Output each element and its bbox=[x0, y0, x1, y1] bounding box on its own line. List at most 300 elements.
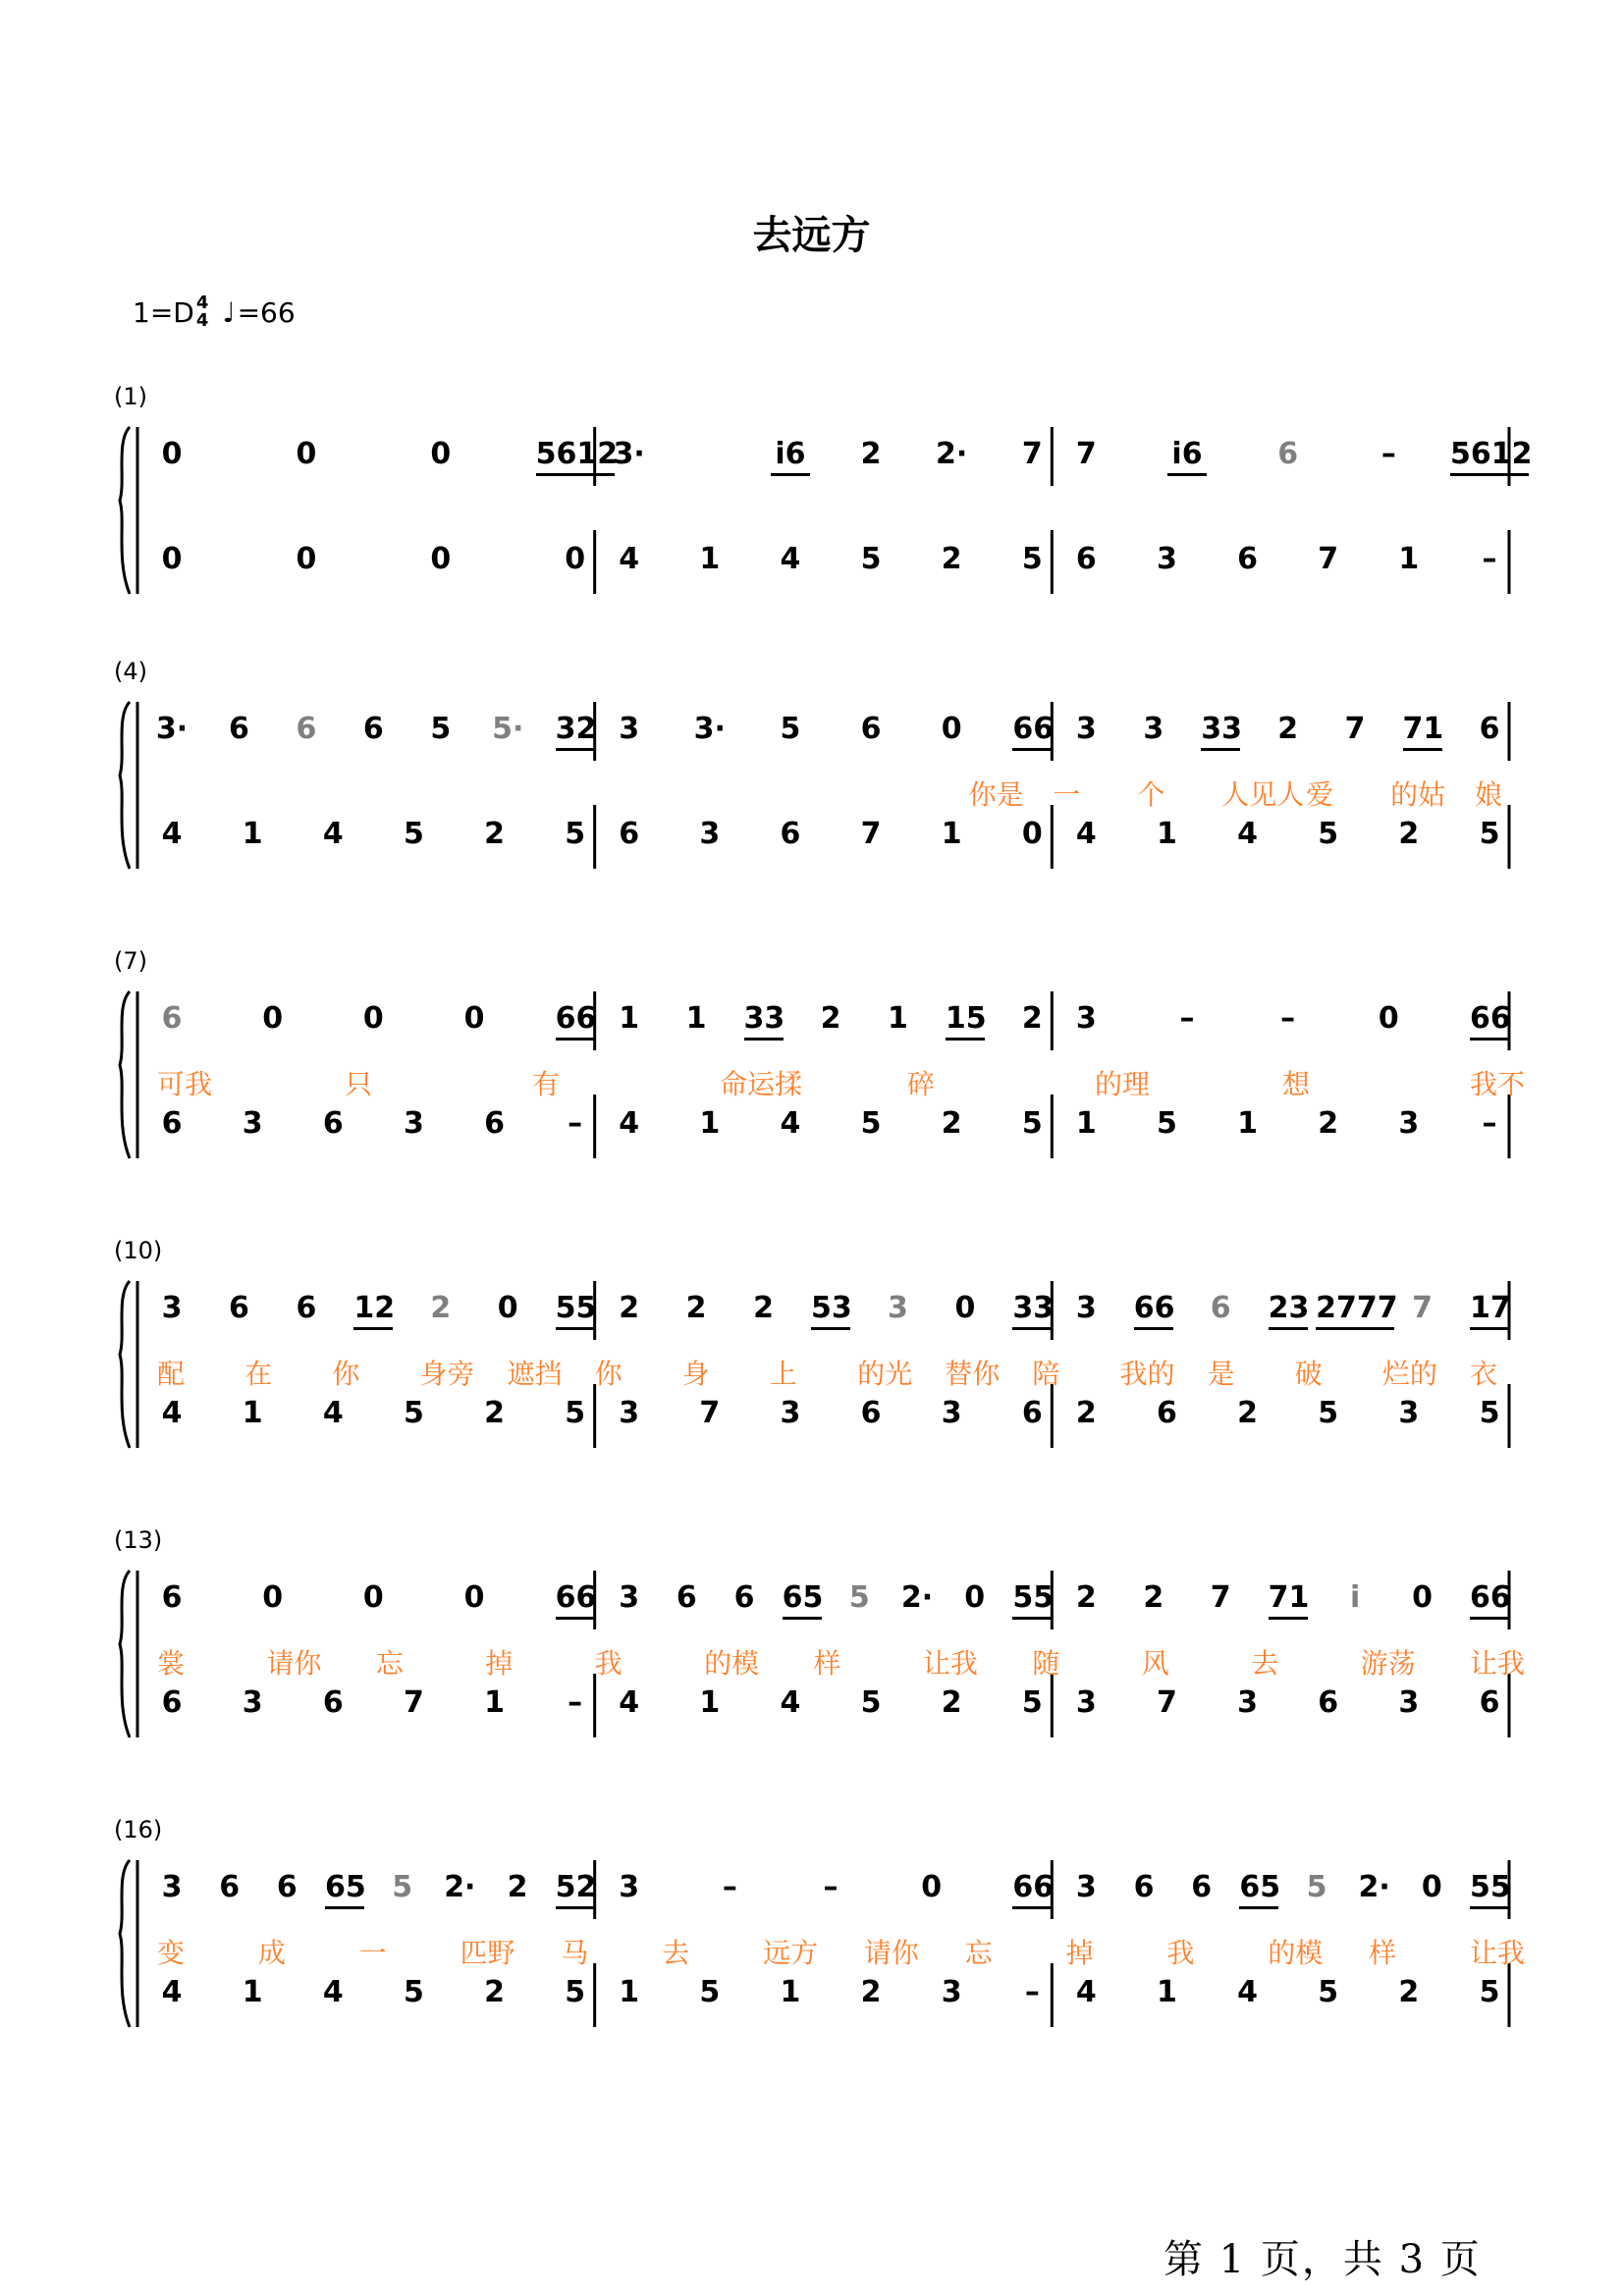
bass-note: 2 bbox=[941, 542, 962, 576]
bass-note: 1 bbox=[619, 1975, 640, 2009]
lyric-text: 忘 bbox=[375, 1647, 404, 1680]
beam-underline bbox=[1470, 1327, 1509, 1330]
bass-note: 1 bbox=[1398, 542, 1420, 576]
treble-note: 53 bbox=[811, 1291, 852, 1325]
treble-note: 3 bbox=[619, 1870, 640, 1904]
lyric-text: 去 bbox=[662, 1937, 690, 1969]
lyric-text: 的光 bbox=[857, 1358, 913, 1390]
treble-note: i6 bbox=[1171, 437, 1203, 471]
lyric-text: 请你 bbox=[266, 1647, 322, 1680]
bass-note: 5 bbox=[403, 1975, 424, 2009]
lyric-text: 个 bbox=[1137, 778, 1165, 811]
beam-underline bbox=[1012, 748, 1052, 751]
lyric-text: 有 bbox=[532, 1068, 561, 1100]
lyric-text: 的模 bbox=[1268, 1937, 1324, 1969]
bass-note: 4 bbox=[322, 817, 344, 851]
bass-note: 7 bbox=[1318, 542, 1339, 576]
treble-note: 2 bbox=[619, 1291, 640, 1325]
treble-note: 0 bbox=[463, 1580, 485, 1615]
bass-note: 6 bbox=[161, 1106, 183, 1141]
treble-note: 71 bbox=[1402, 712, 1444, 746]
bass-note: 6 bbox=[1021, 1396, 1043, 1430]
treble-note: 66 bbox=[1012, 1870, 1055, 1904]
bass-note: 5 bbox=[860, 1106, 882, 1141]
score-line bbox=[0, 1816, 1623, 2042]
treble-note: 0 bbox=[463, 1001, 485, 1036]
lyric-text: 我 bbox=[1166, 1937, 1195, 1969]
beam-underline bbox=[1316, 1327, 1394, 1330]
bass-note: – bbox=[1482, 1106, 1497, 1141]
bass-note: 5 bbox=[860, 542, 882, 576]
lyric-text: 想 bbox=[1282, 1068, 1311, 1100]
lyric-text: 身 bbox=[681, 1358, 710, 1390]
score-line bbox=[0, 1526, 1623, 1752]
bass-note: 1 bbox=[941, 817, 962, 851]
bass-note: 7 bbox=[403, 1685, 424, 1720]
bass-note: 1 bbox=[242, 1396, 263, 1430]
lyric-text: 爱 bbox=[1306, 778, 1334, 811]
bass-note: 1 bbox=[242, 817, 263, 851]
treble-note: – bbox=[1380, 437, 1396, 471]
treble-note: 55 bbox=[1012, 1580, 1055, 1615]
staff-system bbox=[0, 383, 1623, 609]
lyric-text: 我 bbox=[594, 1647, 622, 1680]
lyric-text: 的姑 bbox=[1390, 778, 1446, 811]
treble-note: 6 bbox=[1479, 712, 1500, 746]
beam-underline bbox=[1470, 1617, 1509, 1620]
lyric-text: 掉 bbox=[485, 1647, 514, 1680]
measure-number: (13) bbox=[114, 1526, 163, 1554]
treble-note: 3 bbox=[161, 1870, 183, 1904]
bass-note: 5 bbox=[1157, 1106, 1177, 1141]
bass-note: 3 bbox=[242, 1106, 263, 1141]
bass-note: 0 bbox=[1021, 817, 1043, 851]
brace-icon bbox=[120, 1571, 130, 1737]
beam-underline bbox=[1167, 473, 1207, 476]
bass-note: 0 bbox=[161, 542, 183, 576]
lyric-text: 你是 bbox=[968, 778, 1024, 811]
bass-note: 4 bbox=[161, 1975, 183, 2009]
treble-note: – bbox=[823, 1870, 839, 1904]
bass-note: 1 bbox=[484, 1685, 505, 1720]
treble-note: 0 bbox=[497, 1291, 518, 1325]
bass-note: 3 bbox=[242, 1685, 263, 1720]
treble-note: 6 bbox=[219, 1870, 241, 1904]
score-line bbox=[0, 1237, 1623, 1463]
lyric-text: 遮挡 bbox=[507, 1358, 563, 1390]
lyric-text: 变 bbox=[157, 1937, 186, 1969]
lyric-text: 马 bbox=[561, 1937, 589, 1969]
lyric-text: 掉 bbox=[1065, 1937, 1094, 1969]
treble-note: 65 bbox=[782, 1580, 824, 1615]
lyric-text: 风 bbox=[1141, 1647, 1169, 1680]
treble-note: 0 bbox=[1412, 1580, 1433, 1615]
lyric-text: 样 bbox=[1369, 1937, 1397, 1969]
treble-note: 23 bbox=[1268, 1291, 1310, 1325]
score-line bbox=[0, 658, 1623, 883]
treble-note: 0 bbox=[964, 1580, 986, 1615]
bass-note: 6 bbox=[780, 817, 801, 851]
bass-note: 4 bbox=[161, 1396, 183, 1430]
score-line bbox=[0, 383, 1623, 609]
treble-note: 52 bbox=[555, 1870, 597, 1904]
treble-note: 12 bbox=[353, 1291, 396, 1325]
bass-note: 2 bbox=[1318, 1106, 1339, 1141]
treble-note: 7 bbox=[1344, 712, 1366, 746]
bass-note: 6 bbox=[484, 1106, 505, 1141]
treble-note: 0 bbox=[161, 437, 183, 471]
lyric-text: 的理 bbox=[1095, 1068, 1151, 1100]
bass-note: 2 bbox=[1075, 1396, 1097, 1430]
treble-note: 66 bbox=[555, 1001, 597, 1036]
beam-underline bbox=[1470, 1906, 1509, 1909]
treble-note: 0 bbox=[1421, 1870, 1442, 1904]
beam-underline bbox=[1269, 1327, 1308, 1330]
treble-note: 2 bbox=[1021, 1001, 1043, 1036]
tempo-value: =66 bbox=[237, 295, 296, 329]
treble-note: 2 bbox=[430, 1291, 452, 1325]
treble-note: – bbox=[1179, 1001, 1195, 1036]
treble-note: 6 bbox=[161, 1580, 183, 1615]
time-signature bbox=[196, 294, 209, 330]
treble-note: 0 bbox=[362, 1001, 384, 1036]
treble-note: 1 bbox=[685, 1001, 707, 1036]
bass-note: 5 bbox=[1318, 1396, 1339, 1430]
treble-note: 66 bbox=[1470, 1580, 1511, 1615]
bass-note: 1 bbox=[699, 542, 721, 576]
lyric-text: 娘 bbox=[1475, 778, 1503, 811]
bass-note: 1 bbox=[1157, 817, 1177, 851]
brace-icon bbox=[120, 991, 130, 1158]
bass-note: 6 bbox=[1318, 1685, 1339, 1720]
treble-note: 2777 bbox=[1316, 1291, 1398, 1325]
beam-underline bbox=[811, 1327, 850, 1330]
bass-note: 4 bbox=[619, 1106, 640, 1141]
bass-note: 4 bbox=[161, 817, 183, 851]
bass-note: 3 bbox=[1398, 1106, 1420, 1141]
lyric-text: 你 bbox=[594, 1358, 622, 1390]
quarter-note-icon: ♩ bbox=[222, 295, 236, 329]
treble-note: 7 bbox=[1021, 437, 1043, 471]
lyric-text: 可我 bbox=[157, 1068, 213, 1100]
bass-note: 3 bbox=[1398, 1396, 1420, 1430]
key-signature: 1=D bbox=[133, 295, 194, 329]
lyric-text: 只 bbox=[345, 1068, 373, 1100]
bass-note: 5 bbox=[699, 1975, 721, 2009]
beam-underline bbox=[1470, 1038, 1509, 1041]
beam-underline bbox=[1450, 473, 1529, 476]
bass-note: 0 bbox=[565, 542, 586, 576]
bass-note: 3 bbox=[1237, 1685, 1259, 1720]
treble-note: 2· bbox=[1358, 1870, 1390, 1904]
bass-note: – bbox=[1024, 1975, 1040, 2009]
brace-icon bbox=[120, 1281, 130, 1448]
treble-note: 3 bbox=[619, 1580, 640, 1615]
treble-note: 7 bbox=[1210, 1580, 1231, 1615]
bass-note: 3 bbox=[941, 1975, 962, 2009]
bass-note: – bbox=[568, 1685, 583, 1720]
beam-underline bbox=[783, 1617, 822, 1620]
bass-note: 0 bbox=[296, 542, 317, 576]
lyric-text: 让我 bbox=[1470, 1937, 1526, 1969]
bass-note: 6 bbox=[322, 1685, 344, 1720]
bass-note: 3 bbox=[941, 1396, 962, 1430]
beam-underline bbox=[946, 1038, 985, 1041]
treble-note: 15 bbox=[945, 1001, 987, 1036]
bass-note: 5 bbox=[403, 1396, 424, 1430]
beam-underline bbox=[744, 1038, 784, 1041]
bass-note: 3 bbox=[1075, 1685, 1097, 1720]
treble-note: 6 bbox=[1277, 437, 1299, 471]
bass-note: 6 bbox=[1075, 542, 1097, 576]
lyric-text: 去 bbox=[1251, 1647, 1279, 1680]
bass-note: 1 bbox=[699, 1685, 721, 1720]
bass-note: 5 bbox=[1318, 817, 1339, 851]
lyric-text: 让我 bbox=[1470, 1647, 1526, 1680]
bass-note: 3 bbox=[619, 1396, 640, 1430]
treble-note: 3· bbox=[693, 712, 726, 746]
treble-note: 65 bbox=[325, 1870, 366, 1904]
treble-note: 0 bbox=[262, 1001, 284, 1036]
treble-note: 5 bbox=[848, 1580, 870, 1615]
treble-note: 71 bbox=[1268, 1580, 1310, 1615]
bass-note: 3 bbox=[403, 1106, 424, 1141]
bass-note: 4 bbox=[1075, 817, 1097, 851]
measure-number: (4) bbox=[114, 658, 147, 685]
treble-note: 6 bbox=[229, 712, 249, 746]
treble-note: 66 bbox=[1470, 1001, 1511, 1036]
treble-note: 2 bbox=[753, 1291, 774, 1325]
treble-note: – bbox=[1280, 1001, 1296, 1036]
treble-note: 6 bbox=[1210, 1291, 1231, 1325]
lyric-text: 上 bbox=[769, 1358, 797, 1390]
treble-note: 3· bbox=[613, 437, 645, 471]
lyric-text: 的模 bbox=[704, 1647, 760, 1680]
bass-note: 6 bbox=[161, 1685, 183, 1720]
treble-note: 3 bbox=[1075, 1291, 1097, 1325]
treble-note: 7 bbox=[1075, 437, 1097, 471]
lyric-text: 碎 bbox=[907, 1068, 936, 1100]
bass-note: 4 bbox=[1237, 817, 1259, 851]
time-signature-top: 4 bbox=[195, 293, 209, 313]
treble-note: 3 bbox=[888, 1291, 908, 1325]
score-header bbox=[133, 294, 296, 330]
bass-note: 2 bbox=[484, 817, 505, 851]
lyric-text: 游荡 bbox=[1360, 1647, 1416, 1680]
beam-underline bbox=[1134, 1327, 1173, 1330]
beam-underline bbox=[1269, 1617, 1308, 1620]
bass-note: 4 bbox=[1237, 1975, 1259, 2009]
bass-note: 6 bbox=[860, 1396, 882, 1430]
bass-note: 5 bbox=[860, 1685, 882, 1720]
treble-note: 3 bbox=[1075, 1870, 1097, 1904]
lyric-text: 匹野 bbox=[460, 1937, 515, 1969]
time-signature-bottom: 4 bbox=[195, 310, 209, 331]
bass-note: 5 bbox=[403, 817, 424, 851]
bass-note: 7 bbox=[1157, 1685, 1177, 1720]
beam-underline bbox=[1012, 1327, 1052, 1330]
bass-note: 4 bbox=[780, 542, 801, 576]
bass-note: 5 bbox=[1318, 1975, 1339, 2009]
bass-note: – bbox=[1482, 542, 1497, 576]
lyric-text: 在 bbox=[244, 1358, 273, 1390]
treble-note: 66 bbox=[1133, 1291, 1175, 1325]
treble-note: 5 bbox=[1306, 1870, 1327, 1904]
score-title: 去远方 bbox=[752, 212, 871, 258]
lyric-text: 一 bbox=[1053, 778, 1081, 811]
treble-note: 6 bbox=[676, 1580, 697, 1615]
treble-note: 17 bbox=[1470, 1291, 1511, 1325]
lyric-text: 让我 bbox=[922, 1647, 978, 1680]
treble-note: 5· bbox=[492, 712, 524, 746]
treble-note: 32 bbox=[555, 712, 597, 746]
treble-note: 6 bbox=[296, 1291, 317, 1325]
treble-note: 2 bbox=[507, 1870, 528, 1904]
bass-note: 2 bbox=[484, 1975, 505, 2009]
treble-note: 3 bbox=[619, 712, 640, 746]
treble-note: 6 bbox=[1191, 1870, 1213, 1904]
treble-note: 3 bbox=[1075, 1001, 1097, 1036]
treble-note: i6 bbox=[775, 437, 806, 471]
lyric-text: 命运揉 bbox=[720, 1068, 803, 1100]
beam-underline bbox=[353, 1327, 393, 1330]
treble-note: 5 bbox=[780, 712, 801, 746]
bass-note: 5 bbox=[1021, 1685, 1043, 1720]
bass-note: 1 bbox=[1157, 1975, 1177, 2009]
treble-note: 0 bbox=[430, 437, 452, 471]
treble-note: – bbox=[722, 1870, 737, 1904]
treble-note: 2 bbox=[685, 1291, 707, 1325]
lyric-text: 身旁 bbox=[419, 1358, 475, 1390]
treble-note: 6 bbox=[1133, 1870, 1155, 1904]
treble-note: 6 bbox=[229, 1291, 249, 1325]
bass-note: 6 bbox=[619, 817, 640, 851]
treble-note: 3 bbox=[1075, 712, 1097, 746]
lyric-text: 样 bbox=[813, 1647, 841, 1680]
bass-note: 1 bbox=[1237, 1106, 1259, 1141]
treble-note: 5612 bbox=[535, 437, 619, 471]
lyric-text: 配 bbox=[157, 1358, 186, 1390]
treble-note: 0 bbox=[921, 1870, 943, 1904]
treble-note: 1 bbox=[619, 1001, 640, 1036]
bass-note: 4 bbox=[780, 1106, 801, 1141]
treble-note: 7 bbox=[1412, 1291, 1433, 1325]
treble-note: 0 bbox=[262, 1580, 284, 1615]
bass-note: 2 bbox=[860, 1975, 882, 2009]
lyric-text: 衣 bbox=[1470, 1358, 1498, 1390]
treble-note: 65 bbox=[1239, 1870, 1281, 1904]
bass-note: 1 bbox=[780, 1975, 801, 2009]
treble-note: 6 bbox=[733, 1580, 755, 1615]
lyric-text: 是 bbox=[1207, 1358, 1235, 1390]
bass-note: 5 bbox=[1479, 1396, 1500, 1430]
lyric-text: 我的 bbox=[1119, 1358, 1175, 1390]
treble-note: 0 bbox=[941, 712, 962, 746]
bass-note: 6 bbox=[1479, 1685, 1500, 1720]
bass-note: 4 bbox=[322, 1396, 344, 1430]
bass-note: 5 bbox=[1479, 1975, 1500, 2009]
bass-note: 4 bbox=[1075, 1975, 1097, 2009]
beam-underline bbox=[556, 1906, 595, 1909]
treble-note: 66 bbox=[1012, 712, 1055, 746]
lyric-text: 陪 bbox=[1032, 1358, 1060, 1390]
beam-underline bbox=[1239, 1906, 1278, 1909]
treble-note: 2 bbox=[860, 437, 882, 471]
lyric-text: 忘 bbox=[964, 1937, 993, 1969]
bass-note: 2 bbox=[941, 1685, 962, 1720]
bass-note: 4 bbox=[619, 1685, 640, 1720]
treble-note: 33 bbox=[743, 1001, 785, 1036]
bass-note: 2 bbox=[1398, 1975, 1420, 2009]
bass-note: 5 bbox=[1021, 1106, 1043, 1141]
beam-underline bbox=[325, 1906, 364, 1909]
bass-note: 5 bbox=[565, 1396, 586, 1430]
treble-note: 3· bbox=[155, 712, 189, 746]
treble-note: 55 bbox=[555, 1291, 597, 1325]
treble-note: 6 bbox=[860, 712, 882, 746]
bass-note: 5 bbox=[1021, 542, 1043, 576]
treble-note: 2· bbox=[444, 1870, 476, 1904]
bass-note: 4 bbox=[619, 542, 640, 576]
bass-note: 3 bbox=[780, 1396, 801, 1430]
lyric-text: 人见人 bbox=[1221, 778, 1305, 811]
treble-note: 5 bbox=[430, 712, 452, 746]
beam-underline bbox=[1012, 1617, 1052, 1620]
bass-note: 5 bbox=[1479, 817, 1500, 851]
beam-underline bbox=[556, 1617, 595, 1620]
bass-note: 2 bbox=[1237, 1396, 1259, 1430]
brace-icon bbox=[120, 1860, 130, 2027]
bass-note: 6 bbox=[1157, 1396, 1177, 1430]
bass-note: 6 bbox=[322, 1106, 344, 1141]
bass-note: 4 bbox=[322, 1975, 344, 2009]
bass-note: 5 bbox=[565, 1975, 586, 2009]
bass-note: 0 bbox=[430, 542, 452, 576]
treble-note: 5 bbox=[392, 1870, 413, 1904]
lyric-text: 替你 bbox=[945, 1358, 1001, 1390]
lyric-text: 随 bbox=[1032, 1647, 1060, 1680]
bass-note: 2 bbox=[484, 1396, 505, 1430]
treble-note: 2 bbox=[1277, 712, 1299, 746]
bass-note: 1 bbox=[1075, 1106, 1097, 1141]
treble-note: 5612 bbox=[1450, 437, 1533, 471]
measure-number: (7) bbox=[114, 947, 147, 975]
bass-note: 3 bbox=[699, 817, 721, 851]
beam-underline bbox=[1012, 1906, 1052, 1909]
bass-note: 3 bbox=[1157, 542, 1177, 576]
bass-note: 1 bbox=[699, 1106, 721, 1141]
lyric-text: 我不 bbox=[1470, 1068, 1526, 1100]
measure-number: (10) bbox=[114, 1237, 163, 1264]
beam-underline bbox=[1201, 748, 1240, 751]
treble-note: 6 bbox=[276, 1870, 298, 1904]
treble-note: 2 bbox=[1143, 1580, 1164, 1615]
bass-note: 2 bbox=[941, 1106, 962, 1141]
treble-note: 0 bbox=[954, 1291, 976, 1325]
bass-note: 4 bbox=[780, 1685, 801, 1720]
treble-note: 6 bbox=[362, 712, 384, 746]
treble-note: 0 bbox=[296, 437, 317, 471]
treble-note: 3 bbox=[161, 1291, 183, 1325]
lyric-text: 烂的 bbox=[1381, 1358, 1437, 1390]
bass-note: – bbox=[568, 1106, 583, 1141]
beam-underline bbox=[556, 1038, 595, 1041]
treble-note: 6 bbox=[161, 1001, 183, 1036]
treble-note: 66 bbox=[555, 1580, 597, 1615]
lyric-text: 一 bbox=[358, 1937, 387, 1969]
brace-icon bbox=[120, 702, 130, 869]
treble-note: 2· bbox=[936, 437, 968, 471]
